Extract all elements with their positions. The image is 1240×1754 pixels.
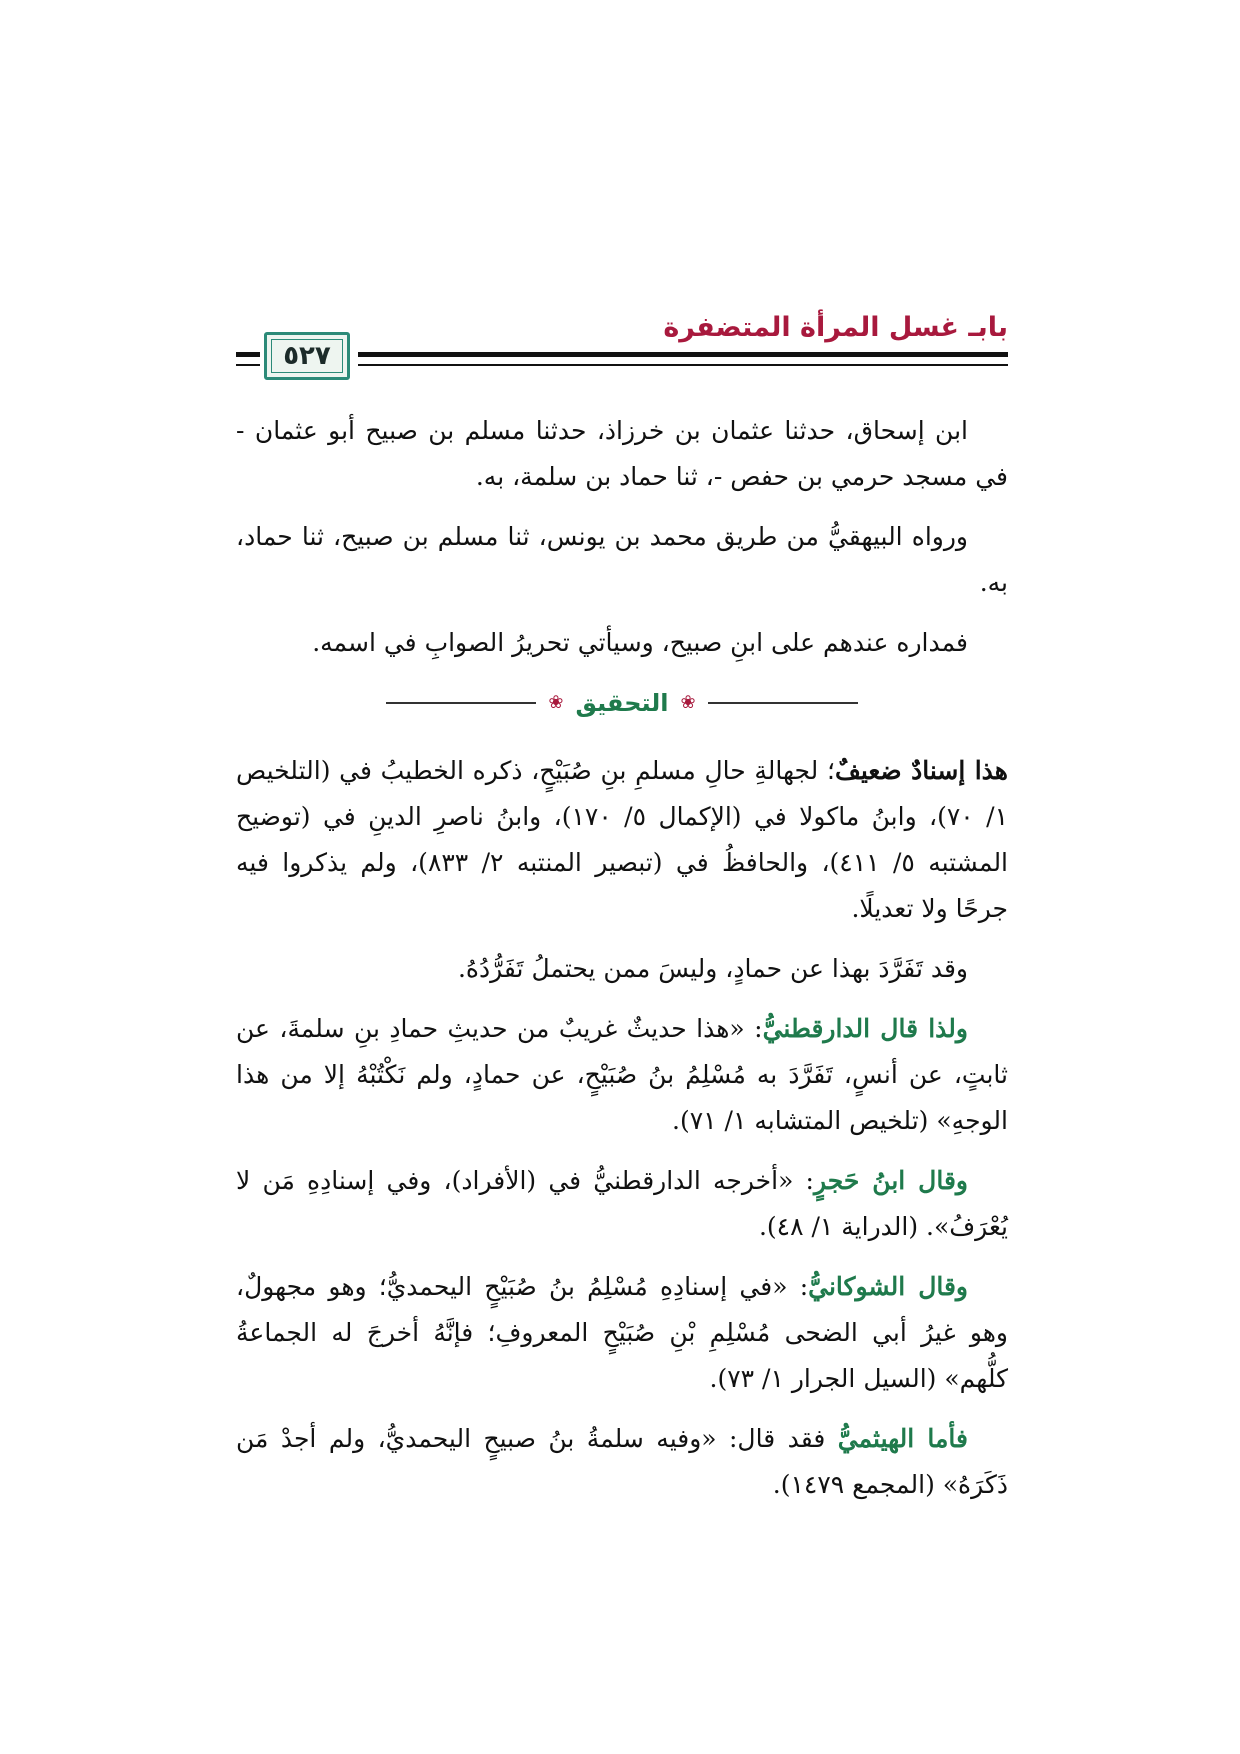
header-rule-left — [236, 352, 260, 366]
page-number-frame — [264, 332, 350, 380]
chapter-title: بابـ غسل المرأة المتضفرة — [663, 312, 1008, 343]
analysis-paragraph — [236, 1264, 1008, 1402]
analysis-paragraph — [236, 748, 1008, 932]
paragraph-text: : «هذا حديثٌ غريبٌ من حديثِ حمادِ بنِ سلمةَ، عن ثابتٍ، عن أنسٍ، تَفَرَّدَ به مُسْلِمُ بنُ صُبَيْحٍ، عن حمادٍ، ولم نَكْتُبْهُ إلا من هذا الوجهِ» (تلخيص المتشابه ١/ ٧١). — [236, 1014, 1008, 1135]
paragraph: ابن إسحاق، حدثنا عثمان بن خرزاذ، حدثنا مسلم بن صبيح أبو عثمان - في مسجد حرمي بن حفص -، ثنا حماد بن سلمة، به. — [236, 416, 1008, 491]
paragraph-text: : «أخرجه الدارقطنيُّ في (الأفراد)، وفي إسنادِهِ مَن لا يُعْرَفُ». (الدراية ١/ ٤٨). — [236, 1166, 1008, 1241]
ornament-icon: ❀ — [548, 692, 564, 713]
analysis-paragraph — [236, 1416, 1008, 1508]
page-header — [236, 312, 1008, 382]
analysis-paragraph — [236, 1006, 1008, 1144]
paragraph: فمداره عندهم على ابنِ صبيح، وسيأتي تحريرُ الصوابِ في اسمه. — [312, 628, 968, 657]
scholar-name: وقال الشوكانيُّ — [808, 1272, 968, 1301]
page-number: ٥٢٧ — [283, 341, 331, 371]
divider-line — [386, 702, 536, 704]
paragraph-text: ؛ لجهالةِ حالِ مسلمِ بنِ صُبَيْحٍ، ذكره الخطيبُ في (التلخيص ١/ ٧٠)، وابنُ ماكولا في (الإكمال ٥/ ١٧٠)، وابنُ ناصرِ الدينِ في (توضيح المشتبه ٥/ ٤١١)، والحافظُ في (تبصير المنتبه ٢/ ٨٣٣)، ولم يذكروا فيه جرحًا ولا تعديلًا. — [236, 756, 1009, 923]
analysis-paragraph — [236, 946, 1008, 992]
section-divider — [236, 680, 1008, 726]
divider-line — [708, 702, 858, 704]
scholar-name: ولذا قال الدارقطنيُّ — [762, 1014, 968, 1043]
paragraph-text: : «في إسنادِهِ مُسْلِمُ بنُ صُبَيْحٍ اليحمديُّ؛ وهو مجهولٌ، وهو غيرُ أبي الضحى مُسْلِمِ بْنِ صُبَيْحٍ المعروفِ؛ فإنَّهُ أخرجَ له الجماعةُ كلُّهم» (السيل الجرار ١/ ٧٣). — [236, 1272, 1008, 1393]
lead-phrase: هذا إسنادٌ ضعيفٌ — [834, 756, 1008, 785]
scholar-name: وقال ابنُ حَجرٍ — [813, 1166, 968, 1195]
paragraph-text: فقد قال: «وفيه سلمةُ بنُ صبيحٍ اليحمديُّ، ولم أجدْ مَن ذَكَرَهُ» (المجمع ١٤٧٩). — [236, 1424, 1008, 1499]
header-rule — [358, 352, 1008, 366]
scholar-name: فأما الهيثميُّ — [837, 1424, 968, 1453]
paragraph-text: وقد تَفَرَّدَ بهذا عن حمادٍ، وليسَ ممن يحتملُ تَفَرُّدُهُ. — [457, 954, 968, 983]
page-body — [236, 408, 1008, 1522]
paragraph: ورواه البيهقيُّ من طريق محمد بن يونس، ثنا مسلم بن صبيح، ثنا حماد، به. — [236, 522, 1008, 597]
section-title: التحقيق — [575, 689, 669, 717]
ornament-icon: ❀ — [680, 692, 696, 713]
analysis-paragraph — [236, 1158, 1008, 1250]
